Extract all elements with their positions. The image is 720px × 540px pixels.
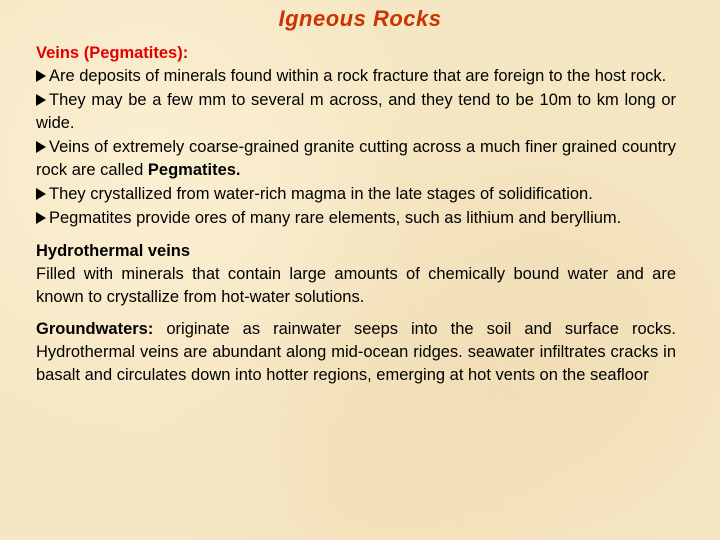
hydrothermal-text: Filled with minerals that contain large amounts of chemically bound water and are known to crystallize from hot-water solutions. <box>36 265 676 306</box>
bullet-bold-term: Pegmatites. <box>147 161 241 179</box>
bullet-text: They may be a few mm to several m across, and they tend to be 10m to km long or wide. <box>36 91 676 132</box>
bullet-text: They crystallized from water-rich magma in the late stages of solidification. <box>49 185 593 203</box>
groundwaters-text: originate as rainwater seeps into the soil and surface rocks. Hydrothermal veins are abundant along mid-ocean ridges. seawater infiltrates cracks in basalt and circulates down into hotter regions, emerging at hot vents on the seafloor <box>36 320 676 384</box>
bullet-item <box>36 183 676 206</box>
arrow-right-icon <box>36 94 46 106</box>
slide-content <box>36 42 676 387</box>
bullet-text: Pegmatites provide ores of many rare elements, such as lithium and beryllium. <box>49 209 622 227</box>
arrow-right-icon <box>36 70 46 82</box>
veins-heading: Veins (Pegmatites): <box>36 44 189 62</box>
bullet-item <box>36 89 676 135</box>
groundwaters-heading: Groundwaters: <box>36 320 154 338</box>
bullet-text: Are deposits of minerals found within a rock fracture that are foreign to the host rock. <box>49 67 667 85</box>
arrow-right-icon <box>36 141 46 153</box>
hydrothermal-heading: Hydrothermal veins <box>36 242 191 260</box>
slide-title: Igneous Rocks <box>278 6 442 31</box>
bullet-item <box>36 207 676 230</box>
arrow-right-icon <box>36 212 46 224</box>
bullet-item <box>36 65 676 88</box>
bullet-item <box>36 136 676 182</box>
bullet-text: Veins of extremely coarse-grained granite cutting across a much finer grained country rock are called <box>36 138 676 179</box>
arrow-right-icon <box>36 188 46 200</box>
groundwaters-paragraph <box>36 318 676 387</box>
